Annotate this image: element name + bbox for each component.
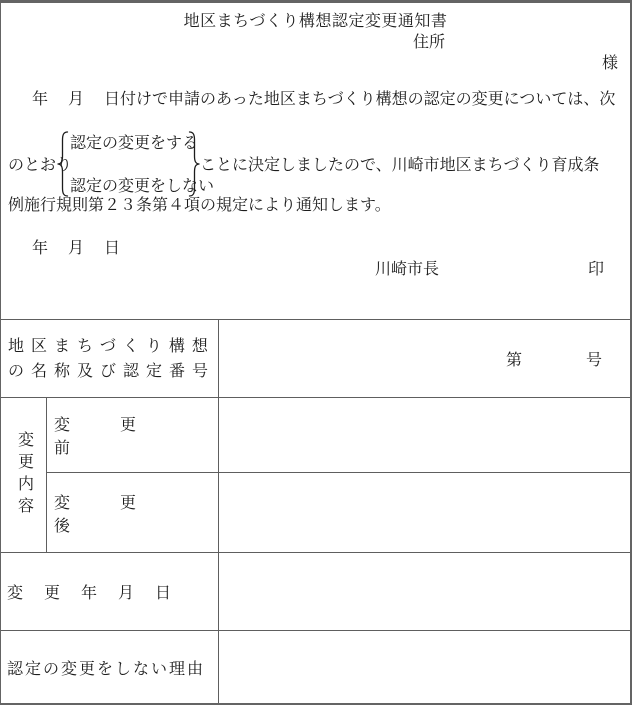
concept-number-cell bbox=[219, 320, 630, 397]
concept-name-label-cell bbox=[1, 320, 219, 397]
mayor-label: 川崎市長 bbox=[375, 261, 440, 278]
before-change-value-cell bbox=[219, 398, 630, 472]
left-brace-icon bbox=[56, 131, 69, 197]
change-date-value-cell bbox=[219, 553, 630, 630]
concept-name-label-line2: の名称及び認定番号 bbox=[8, 362, 216, 380]
concept-name-label-line1: 地区まちづくり構想 bbox=[8, 337, 215, 355]
no-change-reason-label: 認定の変更をしない理由 bbox=[1, 631, 219, 703]
before-change-label: 変更前 bbox=[47, 398, 219, 472]
addressee-honorific: 様 bbox=[602, 55, 619, 72]
intro-sentence: 年 月 日付けで申請のあった地区まちづくり構想の認定の変更については、次 bbox=[32, 91, 616, 108]
table-row-change-contents bbox=[1, 398, 630, 553]
table-row-change-date bbox=[1, 553, 630, 631]
no-change-reason-value-cell bbox=[219, 631, 630, 703]
issue-date-line: 年 月 日 bbox=[32, 240, 121, 257]
change-contents-group-label: 変更内容 bbox=[15, 431, 33, 519]
seal-label: 印 bbox=[588, 261, 605, 278]
table-row-concept-name bbox=[1, 320, 630, 398]
notification-table bbox=[1, 319, 630, 703]
regulation-sentence: 例施行規則第２３条第４項の規定により通知します。 bbox=[8, 197, 391, 214]
change-contents-subrows bbox=[47, 398, 630, 552]
table-subrow-after-change bbox=[47, 473, 630, 552]
option-change-text: 認定の変更をする bbox=[70, 135, 199, 152]
table-row-no-change-reason bbox=[1, 631, 630, 703]
brace-prefix-text: のとおり bbox=[8, 157, 73, 174]
after-change-value-cell bbox=[219, 473, 630, 552]
document-title: 地区まちづくり構想認定変更通知書 bbox=[183, 13, 448, 30]
brace-suffix-text: ことに決定しましたので、川崎市地区まちづくり育成条 bbox=[200, 157, 600, 174]
after-change-label: 変更後 bbox=[47, 473, 219, 552]
option-no-change-text: 認定の変更をしない bbox=[70, 178, 215, 195]
table-subrow-before-change bbox=[47, 398, 630, 473]
change-date-label: 変更年月日 bbox=[1, 553, 219, 630]
certification-number-placeholder: 第 号 bbox=[505, 352, 602, 369]
address-label: 住所 bbox=[413, 34, 446, 51]
change-contents-group-cell bbox=[1, 398, 47, 552]
